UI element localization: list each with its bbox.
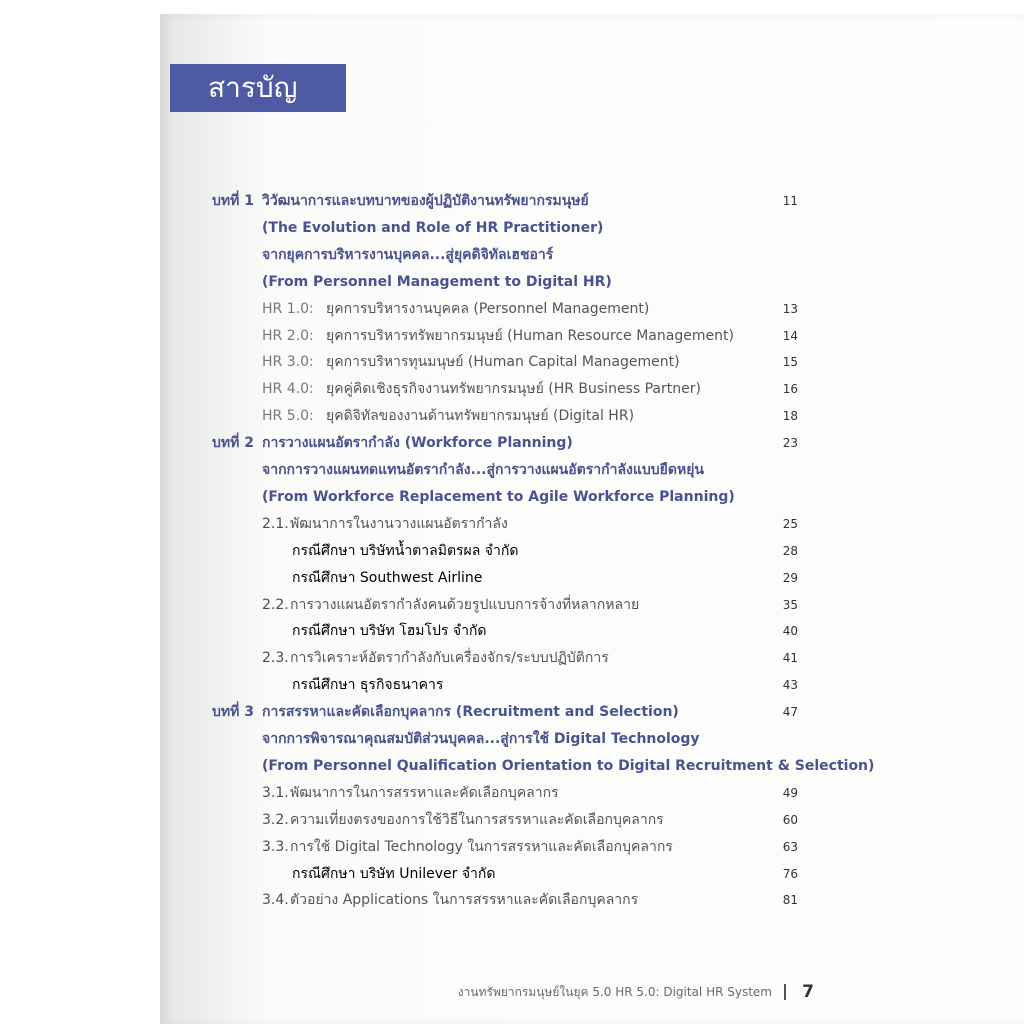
toc-entry-title: กรณีศึกษา บริษัท โฮมโปร จำกัด — [292, 623, 487, 640]
toc-entry-number: 2.1. — [262, 515, 289, 532]
toc-page-number: 15 — [782, 355, 798, 370]
toc-entry-row — [0, 619, 1024, 643]
toc-entry-row — [0, 324, 1024, 348]
toc-entry-row — [0, 835, 1024, 859]
footer-divider — [784, 984, 786, 1000]
toc-entry-number: 3.3. — [262, 838, 289, 855]
toc-page-number: 76 — [782, 866, 798, 881]
toc-entry-title: การวางแผนอัตรากำลังคนด้วยรูปแบบการจ้างที่หลากหลาย — [290, 596, 640, 613]
toc-entry-number: 2.3. — [262, 650, 289, 667]
toc-heading-row — [0, 458, 1024, 482]
toc-entry-title: การใช้ Digital Technology ในการสรรหาและคัดเลือกบุคลากร — [290, 838, 673, 855]
toc-page-number: 16 — [782, 382, 798, 397]
toc-entry-title: ความเที่ยงตรงของการใช้วิธีในการสรรหาและคัดเลือกบุคลากร — [290, 811, 664, 828]
toc-entry-number: HR 2.0: — [262, 327, 314, 344]
toc-chapter-row — [0, 431, 1024, 455]
toc-page-number: 49 — [782, 785, 798, 800]
toc-page-number: 14 — [782, 328, 798, 343]
toc-entry-title: ยุคคู่คิดเชิงธุรกิจงานทรัพยากรมนุษย์ (HR Business Partner) — [326, 381, 701, 398]
toc-entry-title: พัฒนาการในการสรรหาและคัดเลือกบุคลากร — [290, 784, 559, 801]
toc-page-number: 63 — [782, 839, 798, 854]
toc-entry-title: (From Personnel Qualification Orientation to Digital Recruitment & Selection) — [262, 757, 875, 774]
footer-book-title: งานทรัพยากรมนุษย์ในยุค 5.0 HR 5.0: Digital HR System — [457, 985, 772, 999]
toc-entry-title: ตัวอย่าง Applications ในการสรรหาและคัดเลือกบุคลากร — [290, 892, 639, 909]
toc-page-number: 60 — [782, 812, 798, 827]
toc-entry-title: กรณีศึกษา ธุรกิจธนาคาร — [292, 677, 444, 694]
toc-entry-row — [0, 404, 1024, 428]
toc-page-number: 11 — [782, 194, 798, 208]
toc-heading-row — [0, 485, 1024, 509]
toc-entry-row — [0, 297, 1024, 321]
toc-page-number: 28 — [782, 543, 798, 558]
toc-heading-row — [0, 216, 1024, 240]
toc-page-number: 41 — [782, 651, 798, 666]
toc-entry-title: จากยุคการบริหารงานบุคคล...สู่ยุคดิจิทัลเฮชอาร์ — [262, 246, 554, 263]
toc-page-number: 81 — [782, 893, 798, 908]
toc-entry-row — [0, 781, 1024, 805]
toc-heading-row — [0, 270, 1024, 294]
toc-entry-title: กรณีศึกษา บริษัทน้ำตาลมิตรผล จำกัด — [292, 542, 519, 559]
toc-entry-row — [0, 350, 1024, 374]
toc-entry-title: กรณีศึกษา Southwest Airline — [292, 569, 483, 586]
toc-entry-title: ยุคการบริหารทรัพยากรมนุษย์ (Human Resource Management) — [326, 327, 734, 344]
toc-entry-title: วิวัฒนาการและบทบาทของผู้ปฏิบัติงานทรัพยากรมนุษย์ — [262, 193, 589, 209]
toc-entry-title: (From Workforce Replacement to Agile Workforce Planning) — [262, 488, 735, 505]
toc-entry-row — [0, 862, 1024, 886]
toc-page-number: 35 — [782, 597, 798, 612]
toc-heading-row — [0, 727, 1024, 751]
toc-entry-row — [0, 512, 1024, 536]
toc-entry-title: การสรรหาและคัดเลือกบุคลากร (Recruitment and Selection) — [262, 704, 679, 721]
toc-entry-row — [0, 566, 1024, 590]
toc-entry-number: 2.2. — [262, 596, 289, 613]
page-title: สารบัญ — [170, 64, 346, 112]
page-footer — [457, 980, 820, 1004]
toc-entry-row — [0, 808, 1024, 832]
toc-entry-number: HR 3.0: — [262, 354, 314, 371]
toc-entry-number: 3.1. — [262, 784, 289, 801]
toc-entry-number: บทที่ 2 — [212, 435, 254, 452]
toc-page-number: 18 — [782, 409, 798, 424]
toc-page-number: 29 — [782, 570, 798, 585]
toc-page-number: 13 — [782, 301, 798, 316]
toc-page-number: 25 — [782, 516, 798, 531]
toc-entry-row — [0, 539, 1024, 563]
toc-page-number: 47 — [782, 705, 798, 720]
toc-page-number: 43 — [782, 678, 798, 693]
toc-entry-title: (The Evolution and Role of HR Practitioner) — [262, 219, 604, 236]
toc-entry-number: HR 5.0: — [262, 408, 314, 425]
toc-heading-row — [0, 243, 1024, 267]
toc-entry-number: HR 4.0: — [262, 381, 314, 398]
toc-entry-number: 3.4. — [262, 892, 289, 909]
toc-entry-title: การวิเคราะห์อัตรากำลังกับเครื่องจักร/ระบบปฏิบัติการ — [290, 650, 609, 667]
toc-entry-number: บทที่ 1 — [212, 193, 254, 209]
toc-entry-title: พัฒนาการในงานวางแผนอัตรากำลัง — [290, 515, 508, 532]
toc-entry-title: การวางแผนอัตรากำลัง (Workforce Planning) — [262, 435, 573, 452]
toc-chapter-row — [0, 189, 1024, 213]
toc-chapter-row — [0, 700, 1024, 724]
toc-entry-title: จากการวางแผนทดแทนอัตรากำลัง...สู่การวางแผนอัตรากำลังแบบยืดหยุ่น — [262, 462, 704, 478]
toc-entry-title: กรณีศึกษา บริษัท Unilever จำกัด — [292, 865, 496, 882]
toc-entry-title: จากการพิจารณาคุณสมบัติส่วนบุคคล...สู่การใช้ Digital Technology — [262, 731, 700, 747]
toc-heading-row — [0, 754, 1024, 778]
toc-entry-number: HR 1.0: — [262, 300, 314, 317]
toc-entry-title: (From Personnel Management to Digital HR) — [262, 273, 612, 290]
toc-entry-title: ยุคดิจิทัลของงานด้านทรัพยากรมนุษย์ (Digital HR) — [326, 408, 635, 425]
toc-entry-number: 3.2. — [262, 811, 289, 828]
toc-entry-row — [0, 888, 1024, 912]
toc-entry-row — [0, 377, 1024, 401]
toc-entry-row — [0, 646, 1024, 670]
toc-entry-row — [0, 593, 1024, 617]
toc-entry-row — [0, 673, 1024, 697]
toc-entry-number: บทที่ 3 — [212, 704, 254, 721]
toc-entry-title: ยุคการบริหารงานบุคคล (Personnel Management) — [326, 300, 650, 317]
toc-page-number: 40 — [782, 624, 798, 639]
footer-page-number: 7 — [802, 982, 814, 1002]
toc-page-number: 23 — [782, 436, 798, 451]
toc-entry-title: ยุคการบริหารทุนมนุษย์ (Human Capital Management) — [326, 354, 680, 371]
